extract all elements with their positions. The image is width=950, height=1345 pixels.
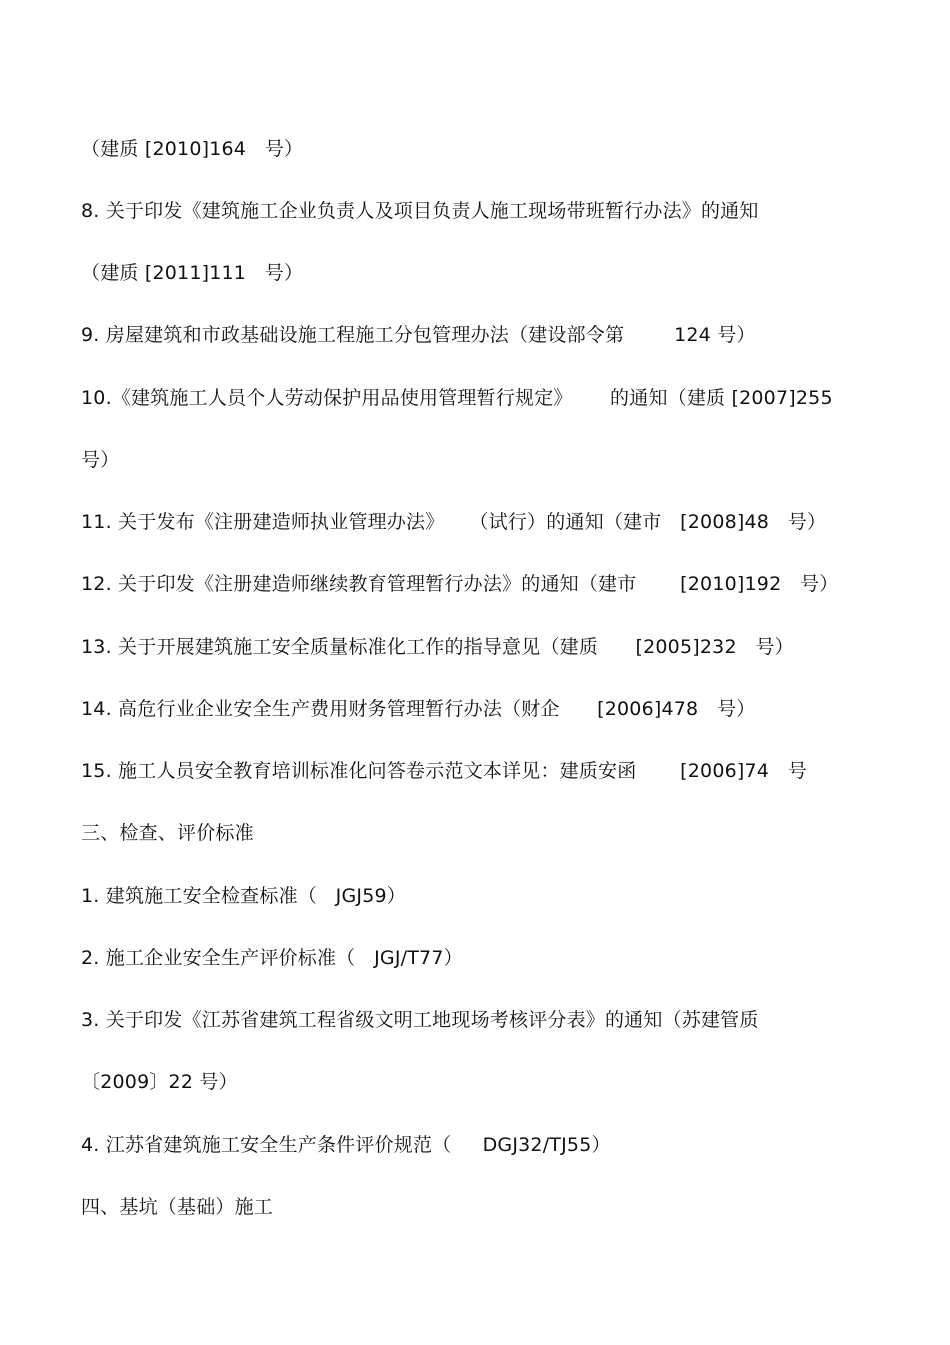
text-line-9: 13. 关于开展建筑施工安全质量标准化工作的指导意见（建质 [2005]232 号） xyxy=(81,636,794,658)
text-line-7: 11. 关于发布《注册建造师执业管理办法》 （试行）的通知（建市 [2008]48 号） xyxy=(81,511,827,533)
text-line-1: （建质 [2010]164 号） xyxy=(81,138,304,160)
text-line-14: 2. 施工企业安全生产评价标准（ JGJ/T77） xyxy=(81,947,463,969)
text-line-17: 4. 江苏省建筑施工安全生产条件评价规范（ DGJ32/TJ55） xyxy=(81,1134,611,1156)
section-heading-3: 三、检查、评价标准 xyxy=(81,822,254,844)
text-line-11: 15. 施工人员安全教育培训标准化问答卷示范文本详见：建质安函 [2006]74 号 xyxy=(81,760,808,782)
text-line-5: 10.《建筑施工人员个人劳动保护用品使用管理暂行规定》 的通知（建质 [2007]255 xyxy=(81,387,833,409)
text-line-3: （建质 [2011]111 号） xyxy=(81,262,304,284)
text-line-2: 8. 关于印发《建筑施工企业负责人及项目负责人施工现场带班暂行办法》的通知 xyxy=(81,200,759,222)
text-line-6: 号） xyxy=(81,449,120,471)
text-line-10: 14. 高危行业企业安全生产费用财务管理暂行办法（财企 [2006]478 号） xyxy=(81,698,756,720)
section-heading-4: 四、基坑（基础）施工 xyxy=(81,1196,274,1218)
text-line-13: 1. 建筑施工安全检查标准（ JGJ59） xyxy=(81,885,406,907)
text-line-8: 12. 关于印发《注册建造师继续教育管理暂行办法》的通知（建市 [2010]192 号） xyxy=(81,573,839,595)
text-line-15: 3. 关于印发《江苏省建筑工程省级文明工地现场考核评分表》的通知（苏建管质 xyxy=(81,1009,759,1031)
text-line-4: 9. 房屋建筑和市政基础设施工程施工分包管理办法（建设部令第 124 号） xyxy=(81,324,756,346)
text-line-16: 〔2009〕22 号） xyxy=(81,1071,238,1093)
